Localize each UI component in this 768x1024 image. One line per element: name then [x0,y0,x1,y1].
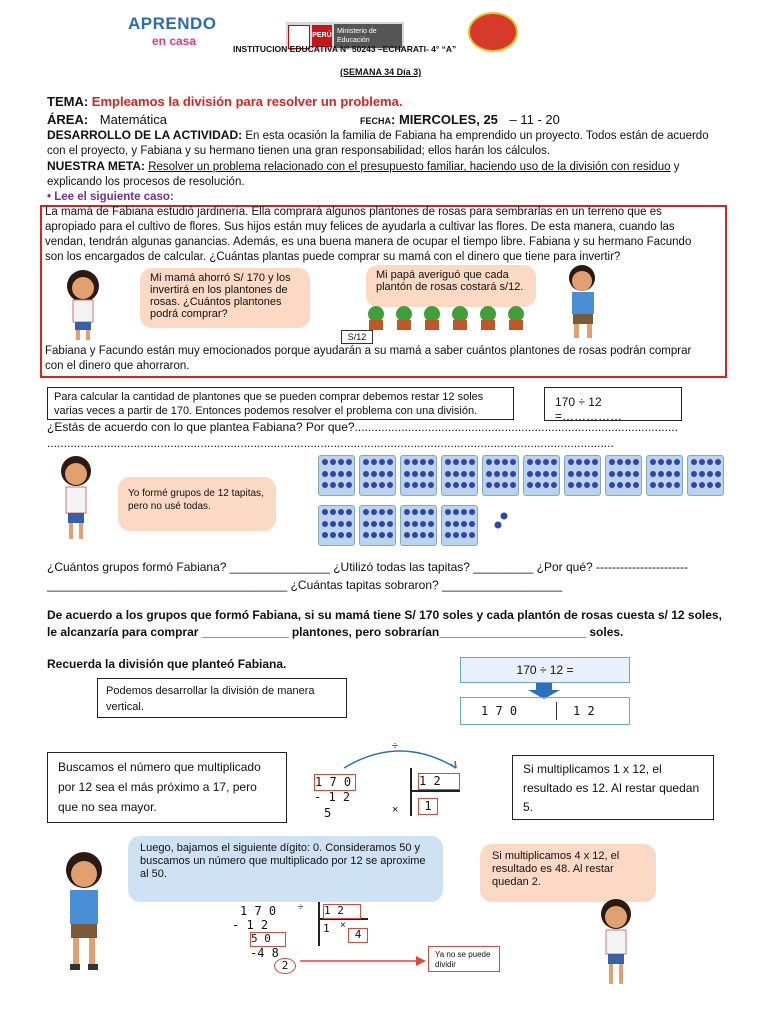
tapita [363,509,369,515]
tapita [330,509,336,515]
tapita [453,532,459,538]
tapita [568,482,574,488]
tapita [412,532,418,538]
tapita [625,471,631,477]
tapita [551,459,557,465]
tapita [371,471,377,477]
vertical-divisor: 1 2 [573,704,595,718]
tapita [617,482,623,488]
tapita [420,482,426,488]
tapita [420,521,426,527]
tapita [707,459,713,465]
tapita [502,471,508,477]
tapita [691,459,697,465]
tapita [543,459,549,465]
tapita [371,459,377,465]
tapita [650,471,656,477]
facundo-illustration [548,262,612,342]
no-divide-box: Ya no se puede dividir [428,946,500,972]
step1-dividend: 1 7 0 [314,774,356,791]
question-agree: ¿Estás de acuerdo con lo que plantea Fabiana? Por que?................................................................................................. [47,420,678,434]
tapita [330,459,336,465]
tema-line [47,94,402,109]
tapita [666,459,672,465]
tapita [346,521,352,527]
tapitas-group [359,505,396,546]
tapitas-group [400,505,437,546]
tapita [658,482,664,488]
tapita [412,471,418,477]
tapita [379,521,385,527]
tapita [494,459,500,465]
tema-label: TEMA: [47,94,89,109]
tapita [461,532,467,538]
tapita [412,482,418,488]
recuerda-label: Recuerda la división que planteó Fabiana. [47,657,287,671]
tapita [633,482,639,488]
tapitas-group [523,455,560,496]
tapita [453,459,459,465]
meta-label: NUESTRA META: [47,159,145,173]
tapita [691,482,697,488]
tapita [633,471,639,477]
tapita [494,482,500,488]
tapita [322,532,328,538]
tapita [486,471,492,477]
tapita [584,459,590,465]
bubble-tapitas: Yo formé grupos de 12 tapitas, pero no usé todas. [118,477,276,531]
tapita [666,482,672,488]
tapita [510,471,516,477]
tapita [609,482,615,488]
tapitas-group [605,455,642,496]
alcance-paragraph [47,607,722,641]
area-label: ÁREA: [47,112,89,127]
tapita [699,482,705,488]
tapita [371,482,377,488]
tapita [346,471,352,477]
tapita [453,471,459,477]
tapita [330,532,336,538]
tapita [428,471,434,477]
calc-explanation-box [47,387,514,420]
tapita [420,509,426,515]
tapita [699,471,705,477]
vertical-division-box: Podemos desarrollar la división de manera vertical. [97,678,347,718]
tapita [379,482,385,488]
tapita [387,482,393,488]
price-tag: S/12 [341,330,373,344]
tapitas-group [441,455,478,496]
tapita [428,521,434,527]
times-symbol: × [392,804,399,816]
tapita [658,459,664,465]
step1-bar-h [410,790,460,792]
tapita [379,459,385,465]
week-label: (SEMANA 34 Día 3) [340,67,422,77]
arc-arrow-icon [340,744,460,770]
tapita [469,521,475,527]
tapita [609,459,615,465]
tapita [387,471,393,477]
step2-rem50: 5 0 [250,932,286,947]
aprendo-en-casa-logo [128,14,217,50]
tapita [322,459,328,465]
tapita [461,459,467,465]
tapita [461,509,467,515]
fabiana-final-illustration [586,896,646,996]
tapita [494,471,500,477]
tapita [617,459,623,465]
tapita [666,471,672,477]
division-answer-box[interactable]: 170 ÷ 12 =…………… [544,387,682,421]
step2-q2: 4 [348,928,368,943]
tapita [387,459,393,465]
buscamos-box: Buscamos el número que multiplicado por 12 sea el más próximo a 17, pero que no sea mayor. [47,752,287,823]
step2-divisor: 1 2 [323,904,361,919]
tapita [371,532,377,538]
tapita [584,482,590,488]
tapita [404,509,410,515]
tapita [469,471,475,477]
tapita [510,482,516,488]
meta-line2: explicando los procesos de resolución. [47,176,245,188]
question-agree-line2[interactable]: .......................................................................................................................................................................... [47,436,614,450]
tapita [330,521,336,527]
tapita [445,521,451,527]
tapitas-group [318,505,355,546]
step1-remainder: 5 [324,806,332,820]
step2-divide-symbol: ÷ [298,902,304,913]
tapitas-group [441,505,478,546]
tapita [510,459,516,465]
bubble-boy: Mi papá averiguó que cada plantón de rosas costará s/12. [366,265,536,307]
tapita [338,471,344,477]
tapita [322,471,328,477]
tapita [527,482,533,488]
desarrollo-line1: En esta ocasión la familia de Fabiana ha emprendido un proyecto. Todos están de acuerdo [245,130,709,142]
division-horizontal: 170 ÷ 12 = [460,657,630,683]
tapitas-group [318,455,355,496]
tapita [379,471,385,477]
tapita [535,459,541,465]
tapita [412,509,418,515]
tapita [371,509,377,515]
tapita [330,482,336,488]
tapita [363,482,369,488]
step1-subtract: - 1 2 [314,790,351,804]
tapita [322,482,328,488]
tapita [502,459,508,465]
tapita [453,521,459,527]
bubble-luego: Luego, bajamos el siguiente dígito: 0. Consideramos 50 y buscamos un número que multiplicado por 12 se aproxime al 50. [128,836,443,902]
question-grupos-line2[interactable]: ____________________________________ ¿Cuántas tapitas sobraron? __________________ [47,578,563,592]
tapita [346,532,352,538]
tapitas-group [687,455,724,496]
tapita [535,482,541,488]
tapita [576,482,582,488]
tapita [363,532,369,538]
leftover-tapita [495,522,502,529]
tapita [584,471,590,477]
leftover-tapita [501,513,508,520]
tapita [338,509,344,515]
tapita [379,509,385,515]
tapita [658,471,664,477]
area-value: Matemática [99,112,167,127]
division-vertical [460,697,630,725]
tapita [527,459,533,465]
tapita [404,471,410,477]
tapita [428,509,434,515]
calc-line2: varias veces a partir de 170. Entonces podemos resolver el problema con una división. [54,405,478,417]
tapita [338,532,344,538]
tapita [338,482,344,488]
tapita [445,471,451,477]
tapita [543,471,549,477]
tapita [650,482,656,488]
tapitas-group [359,455,396,496]
tapita [535,471,541,477]
tapita [346,509,352,515]
fecha-label: FECHA [360,116,391,126]
tapita [428,459,434,465]
tapita [469,459,475,465]
tapita [527,471,533,477]
tapita [404,459,410,465]
tapita [346,459,352,465]
tapita [420,471,426,477]
tapita [617,471,623,477]
tapita [707,471,713,477]
tapita [592,471,598,477]
tapita [412,459,418,465]
caso-p1-line3: vendan, tendrán algunas ganancias. Además, es una buena manera de ocupar el tiempo libre. Fabiana y su hermano Facundo [45,236,692,248]
tapita [445,509,451,515]
desarrollo-line2: con el proyecto, y Fabiana y su hermano tienen una gran responsabilidad; ellos harán los cálculos. [47,145,551,157]
tapita [461,521,467,527]
division-bar [556,702,557,720]
tapita [551,482,557,488]
step1-bar [410,768,412,816]
tapita [322,521,328,527]
tapita [330,471,336,477]
step2-remainder: 2 [274,958,296,974]
tapita [592,459,598,465]
tapita [568,459,574,465]
tapita [412,521,418,527]
tapita [338,459,344,465]
caso-p2-line2: con el dinero que ahorraron. [45,360,190,372]
facundo-luego-illustration [44,848,124,978]
fecha-rest: – 11 - 20 [509,112,560,127]
step2-times-symbol: × [340,920,346,931]
tapita [625,482,631,488]
step2-subtract1: - 1 2 [232,918,269,932]
tema-value: Empleamos la división para resolver un problema. [91,94,403,109]
logo-subtitle: en casa [152,34,197,48]
logo-title: APRENDO [128,14,217,33]
tapita [338,521,344,527]
tapita [363,459,369,465]
tapita [346,482,352,488]
tapita [715,459,721,465]
tapitas-row-2 [318,505,478,546]
tapitas-group [564,455,601,496]
fecha-line [360,112,560,127]
tapita [445,459,451,465]
fecha-value: : MIERCOLES, 25 [391,112,498,127]
tapita [674,482,680,488]
divide-symbol: ÷ [392,740,399,752]
step1-divisor: 1 2 [418,773,460,790]
tapitas-group [646,455,683,496]
question-grupos-line1[interactable]: ¿Cuántos grupos formó Fabiana? _______________ ¿Utilizó todas las tapitas? _________ ¿Por qué? ----------------------- [47,560,688,574]
tapita [715,482,721,488]
desarrollo-paragraph [47,128,737,205]
tapita [428,532,434,538]
step2-subtract2: -4 8 [250,946,279,960]
tapitas-row-1 [318,455,724,496]
tapita [363,521,369,527]
tapita [387,509,393,515]
area-line [47,112,167,127]
tapita [633,459,639,465]
calc-line1: Para calcular la cantidad de plantones que se pueden comprar debemos restar 12 soles [54,391,484,403]
fabiana-tapitas-illustration [46,453,106,543]
tapita [625,459,631,465]
tapita [420,532,426,538]
meta-line1-tail: y [673,161,680,173]
tapita [445,532,451,538]
tapita [469,532,475,538]
meta-line1: Resolver un problema relacionado con el presupuesto familiar, haciendo uso de la división con residuo [148,161,671,173]
tapita [387,521,393,527]
tapita [453,482,459,488]
caso-paragraph-1 [45,205,725,265]
tapita [420,459,426,465]
tapita [609,471,615,477]
step2-dividend: 1 7 0 [240,904,277,918]
fabiana-illustration [48,266,118,342]
tapita [469,509,475,515]
tapita [322,509,328,515]
caso-p1-line1: La mamá de Fabiana estudió jardinería. Ella comprará algunos plantones de rosas para sembrarlas en un terreno que es [45,206,662,218]
tapita [379,532,385,538]
tapitas-group [400,455,437,496]
alcance-line2[interactable]: le alcanzaría para comprar _____________ plantones, pero sobrarían______________________ soles. [47,625,624,639]
tapita [543,482,549,488]
vertical-dividend: 1 7 0 [481,704,518,718]
tapita [568,471,574,477]
bubble-mult4: Si multiplicamos 4 x 12, el resultado es 48. Al restar quedan 2. [480,844,656,902]
step1-quotient: 1 [418,798,438,815]
caso-title: • Lee el siguiente caso: [47,191,174,203]
tapita [461,471,467,477]
tapita [674,471,680,477]
peru-label: PERÚ [312,25,332,47]
mult-box: Si multiplicamos 1 x 12, el resultado es 12. Al restar quedan 5. [512,755,714,820]
caso-p1-line2: apropiado para el cultivo de flores. Sus hijos están muy felices de ayudarla a cultivar las flores. De esta manera, cuando las [45,221,675,233]
tapita [363,471,369,477]
tapita [404,521,410,527]
tapita [404,482,410,488]
division-step1 [300,740,475,820]
tapita [428,482,434,488]
tapita [650,459,656,465]
caso-p2-line1: Fabiana y Facundo están muy emocionados porque ayudarán a su mamá a saber cuántos plantones de rosas podrán comprar [45,345,692,357]
tapita [387,532,393,538]
tapita [453,509,459,515]
leftover-tapitas [478,508,518,538]
school-shield-icon [468,12,518,52]
tapita [576,471,582,477]
alcance-line1: De acuerdo a los grupos que formó Fabiana, si su mamá tiene S/ 170 soles y cada plantón de rosas cuesta s/ 12 soles, [47,608,722,622]
tapitas-group [482,455,519,496]
tapita [469,482,475,488]
tapita [592,482,598,488]
bubble-girl: Mi mamá ahorró S/ 170 y los invertirá en los plantones de rosas. ¿Cuántos plantones podrá comprar? [140,268,310,328]
tapita [674,459,680,465]
tapita [699,459,705,465]
tapita [576,459,582,465]
desarrollo-label: DESARROLLO DE LA ACTIVIDAD: [47,128,243,142]
tapita [691,471,697,477]
tapita [707,482,713,488]
tapita [551,471,557,477]
caso-p1-line4: son los encargados de calcular. ¿Cuántas plantas puede comprar su mamá con el dinero que tiene para invertir? [45,251,621,263]
tapita [461,482,467,488]
ministry-label: Ministerio de Educación [334,24,402,48]
institution-name: INSTITUCION EDUCATIVA N° 50243 –ECHARATI- 4° “A” [233,44,457,54]
tapita [445,482,451,488]
arrow-right-icon [300,955,426,967]
tapita [502,482,508,488]
tapita [486,459,492,465]
tapita [715,471,721,477]
step2-bar [318,902,320,946]
step2-q1: 1 [323,922,330,935]
caso-paragraph-2 [45,344,725,374]
tapita [404,532,410,538]
tapita [371,521,377,527]
tapita [486,482,492,488]
